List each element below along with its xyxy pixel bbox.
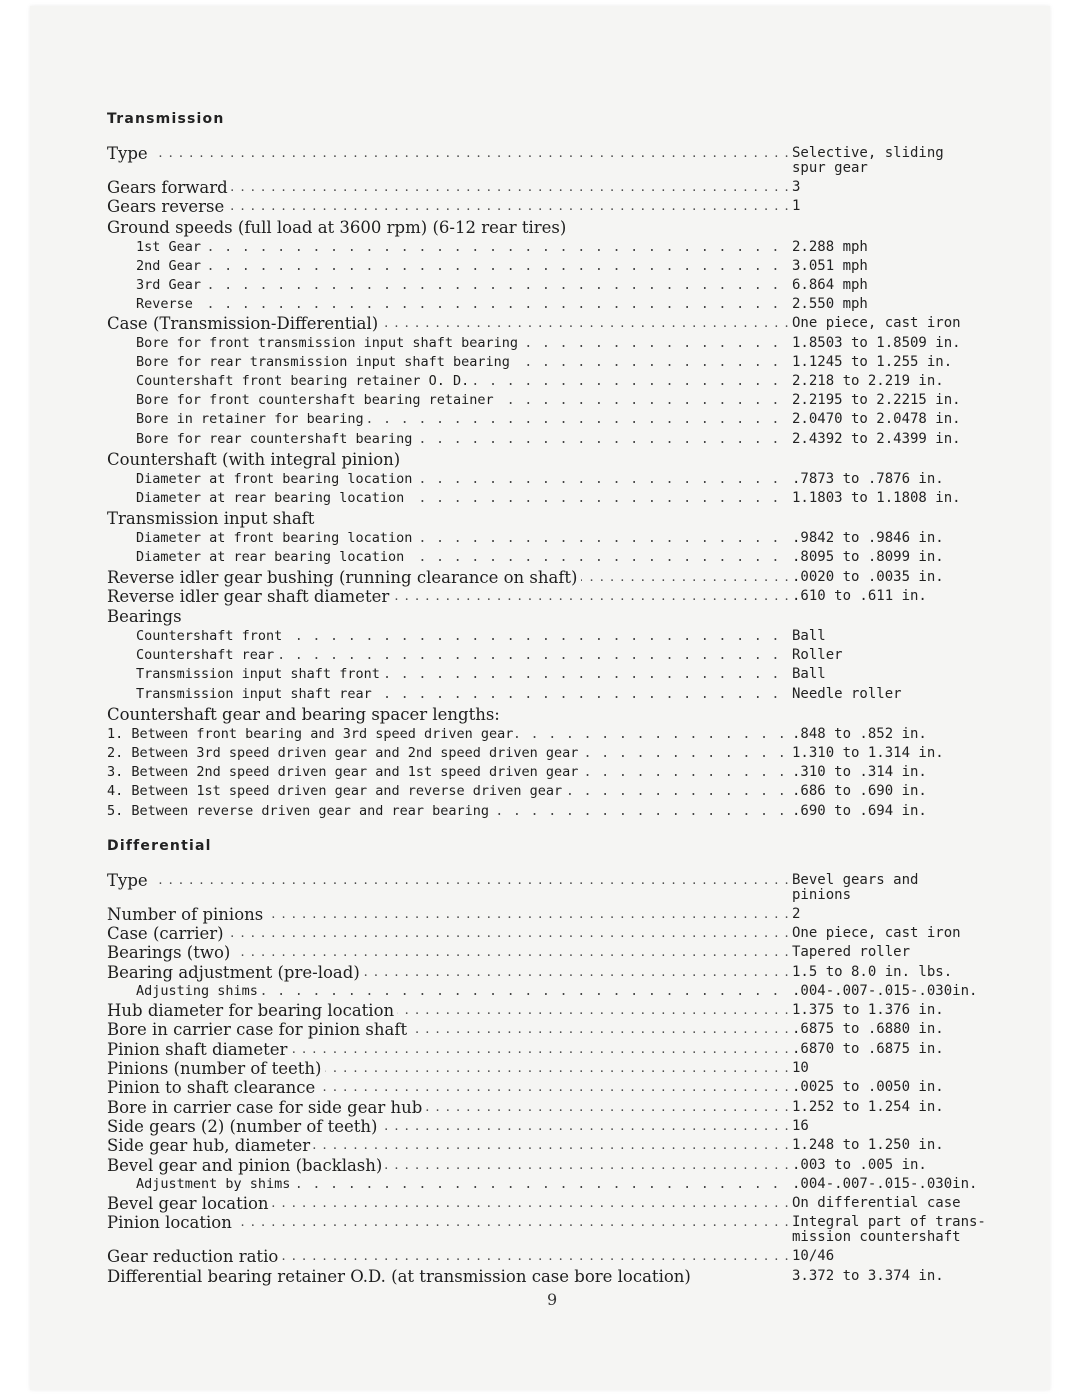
spec-label-text: Countershaft rear: [136, 647, 277, 663]
spec-value: 1.1245 to 1.255 in.: [792, 353, 953, 370]
spec-label: [107, 1098, 790, 1117]
spec-label: [107, 1247, 790, 1266]
spec-row: [107, 238, 987, 257]
spec-label-text: Pinion to shaft clearance: [107, 1078, 318, 1097]
spec-label: [107, 704, 790, 725]
spec-label-text: Type: [107, 871, 151, 890]
spec-row: [107, 704, 987, 725]
spec-label-text: Pinion shaft diameter: [107, 1040, 290, 1059]
spec-label-text: Bevel gear location: [107, 1194, 272, 1213]
spec-value: 1.5 to 8.0 in. lbs.: [792, 963, 953, 980]
spec-label: [107, 982, 790, 1001]
spec-value: 1.248 to 1.250 in.: [792, 1137, 944, 1154]
spec-label: [107, 924, 790, 943]
spec-label-text: 5. Between reverse driven gear and rear bearing: [107, 803, 492, 819]
spec-value: .9842 to .9846 in.: [792, 530, 944, 547]
spec-row: [107, 963, 987, 982]
spec-row: [107, 217, 987, 238]
spec-value: 3.372 to 3.374 in.: [792, 1267, 944, 1284]
spec-label-text: Countershaft front: [136, 628, 285, 644]
spec-row: [107, 1194, 987, 1213]
spec-row: [107, 606, 987, 627]
spec-label: [107, 449, 790, 470]
spec-row: [107, 982, 987, 1001]
spec-label-text: Differential bearing retainer O.D. (at transmission case bore location): [107, 1267, 694, 1286]
spec-label-text: 3. Between 2nd speed driven gear and 1st speed driven gear: [107, 764, 581, 780]
spec-value: One piece, cast iron: [792, 315, 961, 332]
spec-label-text: Countershaft (with integral pinion): [107, 450, 403, 469]
spec-value: Roller: [792, 647, 843, 664]
spec-label-text: 1st Gear: [136, 239, 204, 255]
spec-label: [107, 782, 790, 801]
spec-label-text: Case (Transmission-Differential): [107, 314, 381, 333]
spec-label: [107, 314, 790, 333]
spec-label: [107, 871, 790, 890]
spec-value: Ball: [792, 628, 826, 645]
spec-label: [107, 646, 790, 665]
spec-value: 1.1803 to 1.1808 in.: [792, 489, 961, 506]
spec-row: [107, 802, 987, 821]
spec-row: [107, 646, 987, 665]
spec-row: [107, 924, 987, 943]
spec-row: [107, 905, 987, 924]
spec-label: [107, 529, 790, 548]
spec-label: [107, 665, 790, 684]
spec-label-text: Side gears (2) (number of teeth): [107, 1117, 380, 1136]
spec-label: [107, 489, 790, 508]
spec-value: Needle roller: [792, 685, 902, 702]
spec-label: [107, 334, 790, 353]
transmission-heading: Transmission: [107, 111, 225, 127]
spec-label: [107, 1175, 790, 1194]
spec-value: .690 to .694 in.: [792, 802, 927, 819]
spec-value: 2.550 mph: [792, 296, 868, 313]
spec-label-text: Countershaft front bearing retainer O. D.: [136, 373, 472, 389]
spec-row: [107, 1156, 987, 1175]
spec-row: [107, 197, 987, 216]
spec-label-text: Transmission input shaft rear: [136, 686, 375, 702]
spec-value: .686 to .690 in.: [792, 783, 927, 800]
spec-label-text: Adjustment by shims: [136, 1176, 293, 1192]
spec-row: [107, 665, 987, 684]
spec-value: .6875 to .6880 in.: [792, 1021, 944, 1038]
spec-label-text: 1. Between front bearing and 3rd speed driven gear: [107, 726, 516, 742]
differential-spec-list: [107, 871, 987, 1286]
spec-row: [107, 871, 987, 905]
spec-value: 1.310 to 1.314 in.: [792, 745, 944, 762]
spec-label: [107, 943, 790, 962]
spec-label: [107, 1156, 790, 1175]
spec-label-text: 3rd Gear: [136, 277, 204, 293]
transmission-spec-list: [107, 144, 987, 821]
spec-label-text: Bearings (two): [107, 943, 233, 962]
spec-label: [107, 1213, 790, 1232]
spec-label: [107, 725, 790, 744]
spec-value: .004-.007-.015-.030in.: [792, 982, 978, 999]
spec-label: [107, 1194, 790, 1213]
spec-row: [107, 508, 987, 529]
spec-label-text: Diameter at front bearing location: [136, 530, 415, 546]
spec-label-text: Bore for front transmission input shaft bearing: [136, 335, 521, 351]
spec-row: [107, 1020, 987, 1039]
spec-label: [107, 1040, 790, 1059]
spec-value: 1: [792, 198, 801, 215]
spec-row: [107, 744, 987, 763]
spec-row: [107, 548, 987, 567]
spec-label: [107, 1117, 790, 1136]
spec-label: [107, 606, 790, 627]
spec-label-text: Bore in retainer for bearing: [136, 411, 367, 427]
spec-value: .003 to .005 in.: [792, 1156, 927, 1173]
spec-label: [107, 587, 790, 606]
spec-label: [107, 763, 790, 782]
spec-row: [107, 430, 987, 449]
spec-label-text: Transmission input shaft front: [136, 666, 383, 682]
spec-value: Bevel gears and pinions: [792, 871, 919, 903]
spec-label-text: Diameter at front bearing location: [136, 471, 415, 487]
spec-label: [107, 685, 790, 704]
spec-row: [107, 627, 987, 646]
spec-label-text: Ground speeds (full load at 3600 rpm) (6-12 rear tires): [107, 218, 569, 237]
spec-label-text: Bore for rear transmission input shaft bearing: [136, 354, 513, 370]
spec-value: 3.051 mph: [792, 257, 868, 274]
spec-label-text: 2nd Gear: [136, 258, 204, 274]
spec-label: [107, 372, 790, 391]
spec-row: [107, 1059, 987, 1078]
spec-label-text: Bore for rear countershaft bearing: [136, 431, 415, 447]
spec-row: [107, 334, 987, 353]
spec-row: [107, 178, 987, 197]
spec-label-text: Pinion location: [107, 1213, 235, 1232]
spec-row: [107, 725, 987, 744]
spec-row: [107, 1117, 987, 1136]
spec-value: .848 to .852 in.: [792, 725, 927, 742]
spec-value: Integral part of trans- mission countershaft: [792, 1214, 986, 1246]
spec-label: [107, 276, 790, 295]
spec-row: [107, 470, 987, 489]
spec-value: 3: [792, 179, 801, 195]
spec-row: [107, 391, 987, 410]
spec-value: 2: [792, 905, 801, 922]
spec-label-text: Bearings: [107, 607, 185, 626]
spec-value: 2.0470 to 2.0478 in.: [792, 411, 961, 428]
spec-row: [107, 1136, 987, 1155]
spec-label: [107, 963, 790, 982]
spec-label: [107, 410, 790, 429]
spec-row: [107, 763, 987, 782]
spec-value: 2.2195 to 2.2215 in.: [792, 392, 961, 409]
spec-value: On differential case: [792, 1195, 961, 1212]
spec-label: [107, 802, 790, 821]
spec-label-text: Reverse idler gear shaft diameter: [107, 587, 392, 606]
spec-label-text: Transmission input shaft: [107, 509, 317, 528]
spec-value: 10/46: [792, 1248, 835, 1265]
spec-value: .8095 to .8099 in.: [792, 549, 944, 566]
spec-value: .0020 to .0035 in.: [792, 568, 944, 585]
spec-value: Ball: [792, 666, 826, 683]
spec-value: 1.375 to 1.376 in.: [792, 1002, 944, 1019]
spec-row: [107, 276, 987, 295]
spec-value: 2.288 mph: [792, 238, 868, 255]
spec-label-text: Adjusting shims: [136, 983, 261, 999]
spec-value: 16: [792, 1117, 809, 1134]
spec-label: [107, 627, 790, 646]
spec-value: .004-.007-.015-.030in.: [792, 1175, 978, 1192]
spec-label: [107, 568, 790, 587]
spec-row: [107, 295, 987, 314]
spec-value: One piece, cast iron: [792, 925, 961, 942]
spec-label-text: Number of pinions: [107, 905, 266, 924]
spec-label: [107, 178, 790, 197]
spec-label: [107, 1136, 790, 1155]
spec-row: [107, 568, 987, 587]
spec-label: [107, 1267, 790, 1286]
spec-label: [107, 1078, 790, 1097]
spec-label-text: Bearing adjustment (pre-load): [107, 963, 363, 982]
spec-label: [107, 197, 790, 216]
spec-row: [107, 587, 987, 606]
spec-row: [107, 353, 987, 372]
spec-label: [107, 430, 790, 449]
spec-label-text: Reverse idler gear bushing (running clearance on shaft): [107, 568, 581, 587]
spec-label-text: Gears reverse: [107, 197, 227, 216]
spec-label-text: Bore for front countershaft bearing retainer: [136, 392, 497, 408]
spec-label-text: Side gear hub, diameter: [107, 1136, 313, 1155]
spec-value: 2.4392 to 2.4399 in.: [792, 430, 961, 447]
spec-label-text: 4. Between 1st speed driven gear and reverse driven gear: [107, 783, 565, 799]
spec-label: [107, 548, 790, 567]
spec-row: [107, 685, 987, 704]
spec-row: [107, 372, 987, 391]
spec-value: 10: [792, 1060, 809, 1077]
spec-label-text: Bevel gear and pinion (backlash): [107, 1156, 385, 1175]
spec-label: [107, 744, 790, 763]
spec-row: [107, 410, 987, 429]
spec-label: [107, 391, 790, 410]
spec-label-text: Pinions (number of teeth): [107, 1059, 325, 1078]
spec-row: [107, 1247, 987, 1266]
spec-value: 2.218 to 2.219 in.: [792, 373, 944, 390]
spec-value: 1.8503 to 1.8509 in.: [792, 334, 961, 351]
spec-label: [107, 1001, 790, 1020]
spec-row: [107, 1267, 987, 1286]
spec-value: .0025 to .0050 in.: [792, 1079, 944, 1096]
spec-value: .7873 to .7876 in.: [792, 470, 944, 487]
spec-value: .310 to .314 in.: [792, 764, 927, 781]
spec-label-text: Type: [107, 144, 151, 163]
spec-label: [107, 144, 790, 163]
spec-label: [107, 257, 790, 276]
spec-value: Selective, sliding spur gear: [792, 145, 944, 176]
spec-label: [107, 217, 790, 238]
spec-label: [107, 1059, 790, 1078]
spec-row: [107, 1175, 987, 1194]
spec-row: [107, 1078, 987, 1097]
spec-label-text: Diameter at rear bearing location: [136, 490, 407, 506]
page-number: 9: [547, 1290, 558, 1309]
spec-row: [107, 144, 987, 178]
spec-row: [107, 1001, 987, 1020]
spec-value: 6.864 mph: [792, 276, 868, 293]
spec-label-text: Case (carrier): [107, 924, 227, 943]
spec-label: [107, 353, 790, 372]
spec-label-text: Reverse: [136, 296, 196, 312]
spec-row: [107, 314, 987, 333]
spec-row: [107, 489, 987, 508]
differential-heading: Differential: [107, 837, 212, 854]
spec-label-text: Diameter at rear bearing location: [136, 549, 407, 565]
spec-label-text: Countershaft gear and bearing spacer lengths:: [107, 705, 503, 724]
spec-label-text: 2. Between 3rd speed driven gear and 2nd speed driven gear: [107, 745, 581, 761]
spec-label: [107, 508, 790, 529]
spec-label-text: Hub diameter for bearing location: [107, 1001, 397, 1020]
spec-label: [107, 905, 790, 924]
spec-value: .610 to .611 in.: [792, 587, 927, 604]
spec-label: [107, 470, 790, 489]
spec-label: [107, 295, 790, 314]
spec-row: [107, 529, 987, 548]
spec-label: [107, 238, 790, 257]
spec-label-text: Gears forward: [107, 178, 231, 197]
spec-value: .6870 to .6875 in.: [792, 1040, 944, 1057]
spec-row: [107, 1098, 987, 1117]
spec-label-text: Bore in carrier case for side gear hub: [107, 1098, 425, 1117]
spec-label: [107, 1020, 790, 1039]
spec-row: [107, 782, 987, 801]
spec-value: Tapered roller: [792, 944, 911, 961]
spec-row: [107, 1213, 987, 1247]
spec-row: [107, 943, 987, 962]
spec-label-text: Gear reduction ratio: [107, 1247, 281, 1266]
spec-row: [107, 257, 987, 276]
spec-document: [107, 108, 987, 1286]
spec-label-text: Bore in carrier case for pinion shaft: [107, 1020, 410, 1039]
spec-row: [107, 449, 987, 470]
spec-row: [107, 1040, 987, 1059]
spec-value: 1.252 to 1.254 in.: [792, 1098, 944, 1115]
